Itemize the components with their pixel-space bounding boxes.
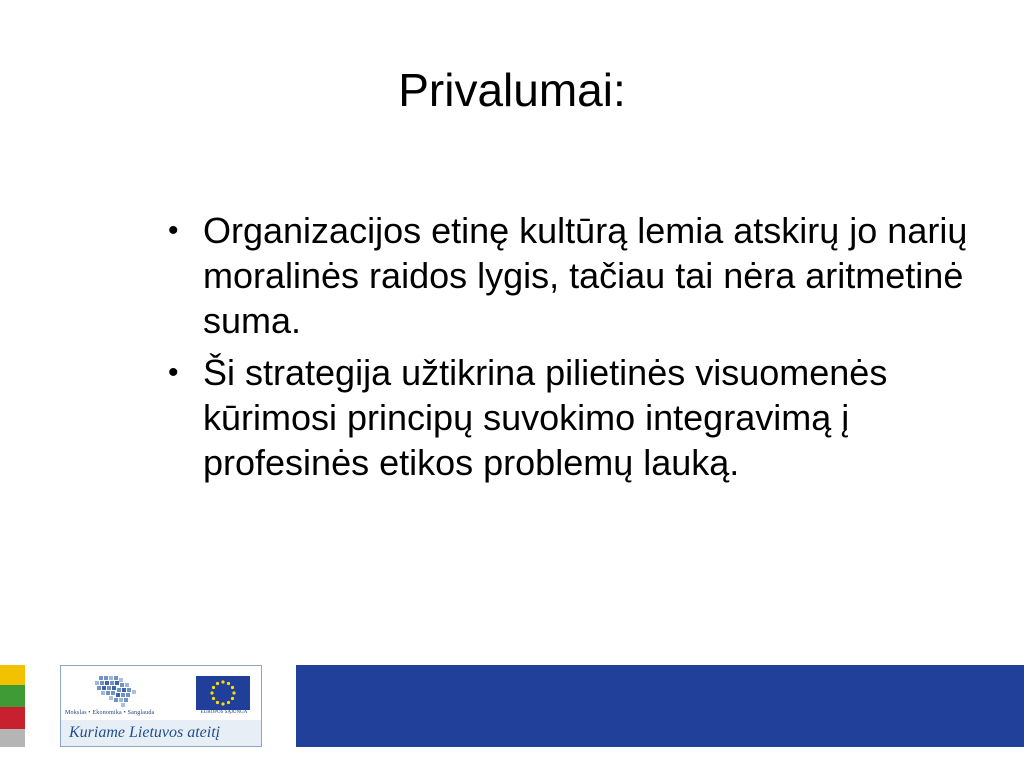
bullet-text: Organizacijos etinę kultūrą lemia atskirų jo narių moralinės raidos lygis, tačiau tai nėra aritmetinė suma.	[203, 210, 968, 341]
slogan: Kuriame Lietuvos ateitį	[61, 720, 261, 746]
bullet-list	[160, 208, 1020, 492]
flag-stripe-green	[0, 685, 25, 707]
flag-stripe-grey	[0, 729, 25, 747]
footer-logo	[60, 665, 262, 747]
bullet-text: Ši strategija užtikrina pilietinės visuomenės kūrimosi principų suvokimo integravimą į profesinės etikos problemų lauką.	[203, 352, 888, 483]
eu-caption: EUROPOS SĄJUNGA	[200, 710, 248, 715]
slide-title: Privalumai:	[398, 64, 626, 116]
bullet-icon: •	[168, 214, 179, 247]
footer-blue-band	[296, 665, 1024, 747]
logo-caption: Mokslas • Ekonomika • Sanglauda	[65, 710, 155, 716]
flag-stripe-red	[0, 707, 25, 729]
bullet-item	[160, 208, 1020, 343]
lithuania-pixel-map-icon	[93, 674, 141, 708]
bullet-icon: •	[168, 356, 179, 389]
eu-flag-icon	[196, 676, 250, 710]
bullet-item	[160, 350, 1020, 485]
flag-stripe-yellow	[0, 665, 25, 685]
